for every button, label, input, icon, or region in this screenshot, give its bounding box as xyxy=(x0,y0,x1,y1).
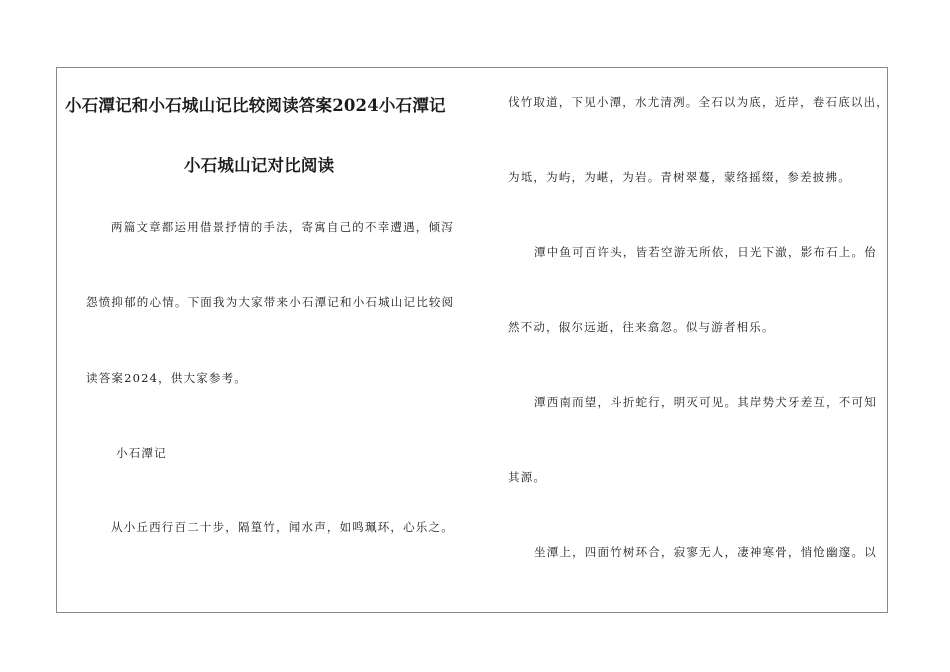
text-line-2: 伐竹取道，下见小潭，水尤清冽。全石以为底，近岸，卷石底以出， xyxy=(508,95,889,109)
intro-line-3: 读答案2024，供大家参考。 xyxy=(86,371,248,385)
right-column xyxy=(497,68,889,612)
left-column xyxy=(57,68,487,612)
text-line-7: 其源。 xyxy=(508,470,547,484)
text-line-4: 潭中鱼可百许头，皆若空游无所依，日光下澈，影布石上。佁 xyxy=(534,245,877,259)
text-line-6: 潭西南而望，斗折蛇行，明灭可见。其岸势犬牙差互，不可知 xyxy=(534,395,877,409)
section-heading: 小石潭记 xyxy=(116,446,167,460)
text-line-8: 坐潭上，四面竹树环合，寂寥无人，凄神寒骨，悄怆幽邃。以 xyxy=(534,545,877,559)
intro-line-2: 怨愤抑郁的心情。下面我为大家带来小石潭记和小石城山记比较阅 xyxy=(86,295,455,309)
document-frame xyxy=(56,67,888,613)
document-title-line-1: 小石潭记和小石城山记比较阅读答案2024小石潭记 xyxy=(65,96,446,115)
document-title-line-2: 小石城山记对比阅读 xyxy=(184,156,335,175)
text-line-5: 然不动，俶尔远逝，往来翕忽。似与游者相乐。 xyxy=(508,320,775,334)
text-line-1: 从小丘西行百二十步，隔篁竹，闻水声，如鸣珮环，心乐之。 xyxy=(111,520,454,534)
intro-line-1: 两篇文章都运用借景抒情的手法，寄寓自己的不幸遭遇，倾泻 xyxy=(111,220,454,234)
text-line-3: 为坻，为屿，为嵁，为岩。青树翠蔓，蒙络摇缀，参差披拂。 xyxy=(508,170,851,184)
